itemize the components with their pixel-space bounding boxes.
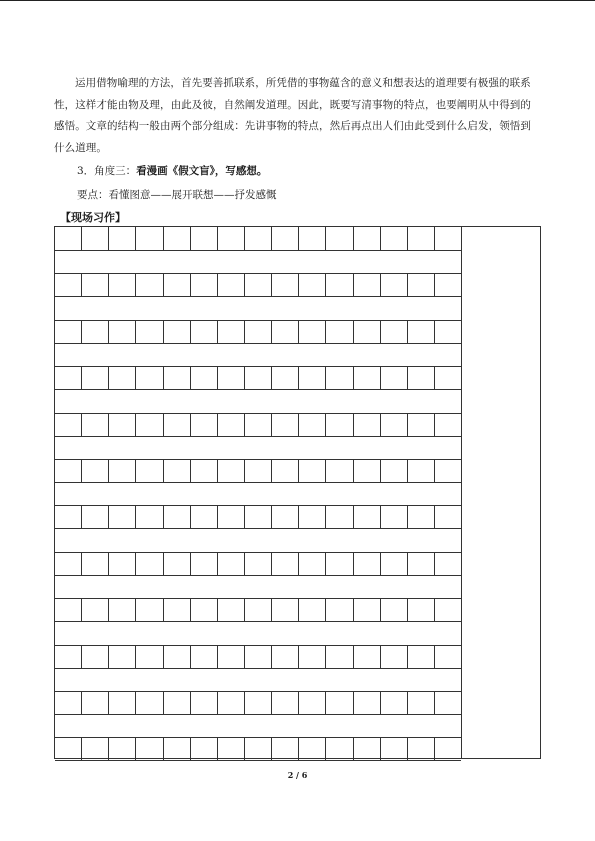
grid-line <box>55 691 461 692</box>
grid-cell[interactable] <box>136 552 163 575</box>
grid-cell[interactable] <box>381 505 408 528</box>
grid-cell[interactable] <box>55 552 82 575</box>
grid-cell[interactable] <box>55 691 82 714</box>
grid-line <box>55 760 461 761</box>
grid-cell[interactable] <box>299 645 326 668</box>
grid-cell[interactable] <box>354 413 381 436</box>
grid-cell[interactable] <box>326 366 353 389</box>
composition-grid[interactable] <box>55 227 462 758</box>
grid-cell[interactable] <box>354 459 381 482</box>
grid-cell[interactable] <box>109 598 136 621</box>
grid-cell[interactable] <box>381 413 408 436</box>
header-rule <box>0 0 595 1</box>
grid-cell[interactable] <box>435 320 461 343</box>
grid-cell[interactable] <box>299 505 326 528</box>
grid-cell[interactable] <box>245 505 272 528</box>
grid-cell[interactable] <box>381 691 408 714</box>
grid-cell[interactable] <box>109 227 136 250</box>
grid-cell[interactable] <box>354 645 381 668</box>
grid-cell[interactable] <box>109 413 136 436</box>
grid-line <box>55 389 461 390</box>
grid-cell[interactable] <box>218 737 245 760</box>
grid-cell[interactable] <box>326 645 353 668</box>
grid-row <box>55 552 461 575</box>
grid-cell[interactable] <box>191 645 218 668</box>
grid-cell[interactable] <box>109 273 136 296</box>
grid-cell[interactable] <box>299 737 326 760</box>
grid-line <box>55 714 461 715</box>
grid-cell[interactable] <box>164 505 191 528</box>
grid-cell[interactable] <box>408 598 435 621</box>
grid-line <box>55 482 461 483</box>
grid-cell[interactable] <box>218 598 245 621</box>
grid-cell[interactable] <box>218 413 245 436</box>
grid-cell[interactable] <box>191 552 218 575</box>
grid-line <box>55 621 461 622</box>
grid-cell[interactable] <box>191 273 218 296</box>
grid-cell[interactable] <box>354 598 381 621</box>
grid-cell[interactable] <box>136 413 163 436</box>
grid-line <box>55 552 461 553</box>
grid-cell[interactable] <box>272 320 299 343</box>
grid-cell[interactable] <box>218 459 245 482</box>
grid-cell[interactable] <box>218 505 245 528</box>
grid-line <box>55 598 461 599</box>
grid-cell[interactable] <box>136 366 163 389</box>
grid-cell[interactable] <box>109 505 136 528</box>
grid-cell[interactable] <box>272 598 299 621</box>
grid-cell[interactable] <box>136 273 163 296</box>
grid-cell[interactable] <box>164 552 191 575</box>
section-heading: 【现场习作】 <box>60 211 126 224</box>
grid-cell[interactable] <box>191 227 218 250</box>
grid-cell[interactable] <box>245 273 272 296</box>
grid-cell[interactable] <box>82 273 109 296</box>
grid-cell[interactable] <box>435 505 461 528</box>
grid-line <box>55 575 461 576</box>
grid-cell[interactable] <box>272 227 299 250</box>
grid-cell[interactable] <box>218 273 245 296</box>
grid-cell[interactable] <box>109 459 136 482</box>
grid-cell[interactable] <box>299 273 326 296</box>
grid-cell[interactable] <box>326 505 353 528</box>
grid-cell[interactable] <box>272 645 299 668</box>
grid-cell[interactable] <box>191 413 218 436</box>
grid-cell[interactable] <box>55 273 82 296</box>
grid-cell[interactable] <box>408 691 435 714</box>
grid-cell[interactable] <box>109 366 136 389</box>
grid-cell[interactable] <box>381 459 408 482</box>
grid-cell[interactable] <box>326 413 353 436</box>
grid-cell[interactable] <box>136 645 163 668</box>
grid-cell[interactable] <box>82 366 109 389</box>
grid-cell[interactable] <box>164 645 191 668</box>
grid-cell[interactable] <box>381 366 408 389</box>
grid-row <box>55 320 461 343</box>
grid-cell[interactable] <box>55 737 82 760</box>
grid-cell[interactable] <box>272 737 299 760</box>
grid-cell[interactable] <box>191 366 218 389</box>
margin-column <box>462 227 540 758</box>
grid-cell[interactable] <box>218 645 245 668</box>
grid-cell[interactable] <box>326 459 353 482</box>
grid-cell[interactable] <box>326 552 353 575</box>
grid-cell[interactable] <box>245 598 272 621</box>
grid-cell[interactable] <box>435 366 461 389</box>
grid-cell[interactable] <box>164 366 191 389</box>
grid-cell[interactable] <box>299 459 326 482</box>
grid-cell[interactable] <box>408 552 435 575</box>
grid-cell[interactable] <box>191 320 218 343</box>
grid-cell[interactable] <box>55 598 82 621</box>
grid-cell[interactable] <box>245 227 272 250</box>
grid-line <box>55 296 461 297</box>
grid-cell[interactable] <box>408 737 435 760</box>
grid-cell[interactable] <box>326 320 353 343</box>
grid-cell[interactable] <box>82 645 109 668</box>
grid-cell[interactable] <box>55 227 82 250</box>
grid-cell[interactable] <box>354 552 381 575</box>
grid-cell[interactable] <box>55 459 82 482</box>
grid-cell[interactable] <box>109 552 136 575</box>
grid-cell[interactable] <box>435 273 461 296</box>
grid-row <box>55 645 461 668</box>
grid-cell[interactable] <box>381 552 408 575</box>
grid-cell[interactable] <box>245 737 272 760</box>
grid-line <box>55 320 461 321</box>
grid-line <box>55 273 461 274</box>
grid-cell[interactable] <box>354 273 381 296</box>
grid-line <box>55 645 461 646</box>
grid-cell[interactable] <box>164 320 191 343</box>
grid-cell[interactable] <box>55 413 82 436</box>
grid-cell[interactable] <box>272 552 299 575</box>
grid-line <box>55 505 461 506</box>
grid-cell[interactable] <box>326 273 353 296</box>
grid-cell[interactable] <box>272 691 299 714</box>
grid-row <box>55 598 461 621</box>
grid-cell[interactable] <box>218 227 245 250</box>
page-number: 2 / 6 <box>287 770 308 780</box>
grid-cell[interactable] <box>191 459 218 482</box>
grid-cell[interactable] <box>435 227 461 250</box>
grid-cell[interactable] <box>218 366 245 389</box>
grid-cell[interactable] <box>354 320 381 343</box>
grid-cell[interactable] <box>408 459 435 482</box>
grid-cell[interactable] <box>272 459 299 482</box>
grid-line <box>55 413 461 414</box>
grid-cell[interactable] <box>245 645 272 668</box>
grid-cell[interactable] <box>164 691 191 714</box>
grid-cell[interactable] <box>381 227 408 250</box>
grid-cell[interactable] <box>82 320 109 343</box>
grid-cell[interactable] <box>55 320 82 343</box>
grid-cell[interactable] <box>136 691 163 714</box>
grid-cell[interactable] <box>381 645 408 668</box>
grid-cell[interactable] <box>55 645 82 668</box>
grid-line <box>55 366 461 367</box>
grid-cell[interactable] <box>326 691 353 714</box>
grid-row <box>55 227 461 250</box>
grid-cell[interactable] <box>435 459 461 482</box>
grid-row <box>55 691 461 714</box>
grid-cell[interactable] <box>272 273 299 296</box>
grid-cell[interactable] <box>218 691 245 714</box>
grid-cell[interactable] <box>245 413 272 436</box>
grid-cell[interactable] <box>326 737 353 760</box>
angle-prefix: 3．角度三： <box>77 165 137 177</box>
grid-cell[interactable] <box>82 413 109 436</box>
grid-cell[interactable] <box>245 366 272 389</box>
grid-cell[interactable] <box>136 598 163 621</box>
grid-line <box>55 436 461 437</box>
grid-cell[interactable] <box>136 459 163 482</box>
grid-cell[interactable] <box>136 505 163 528</box>
grid-cell[interactable] <box>408 320 435 343</box>
grid-line <box>55 737 461 738</box>
grid-cell[interactable] <box>164 737 191 760</box>
grid-cell[interactable] <box>164 459 191 482</box>
grid-cell[interactable] <box>245 552 272 575</box>
grid-cell[interactable] <box>272 413 299 436</box>
grid-cell[interactable] <box>435 552 461 575</box>
grid-cell[interactable] <box>82 598 109 621</box>
grid-cell[interactable] <box>191 737 218 760</box>
grid-cell[interactable] <box>82 552 109 575</box>
grid-cell[interactable] <box>354 505 381 528</box>
grid-cell[interactable] <box>245 320 272 343</box>
grid-cell[interactable] <box>55 366 82 389</box>
writing-sheet <box>54 226 541 759</box>
grid-cell[interactable] <box>408 505 435 528</box>
grid-cell[interactable] <box>245 459 272 482</box>
grid-cell[interactable] <box>82 227 109 250</box>
grid-row <box>55 366 461 389</box>
grid-cell[interactable] <box>354 227 381 250</box>
grid-cell[interactable] <box>218 552 245 575</box>
grid-cell[interactable] <box>381 273 408 296</box>
grid-cell[interactable] <box>109 691 136 714</box>
grid-cell[interactable] <box>435 737 461 760</box>
grid-cell[interactable] <box>164 227 191 250</box>
grid-cell[interactable] <box>164 273 191 296</box>
grid-cell[interactable] <box>299 413 326 436</box>
grid-cell[interactable] <box>55 505 82 528</box>
grid-cell[interactable] <box>82 459 109 482</box>
grid-cell[interactable] <box>191 505 218 528</box>
grid-cell[interactable] <box>408 227 435 250</box>
grid-cell[interactable] <box>109 737 136 760</box>
grid-cell[interactable] <box>272 366 299 389</box>
grid-cell[interactable] <box>164 413 191 436</box>
grid-cell[interactable] <box>272 505 299 528</box>
grid-line <box>55 459 461 460</box>
grid-cell[interactable] <box>381 320 408 343</box>
grid-line <box>55 250 461 251</box>
grid-cell[interactable] <box>408 366 435 389</box>
grid-cell[interactable] <box>435 413 461 436</box>
grid-cell[interactable] <box>435 598 461 621</box>
grid-cell[interactable] <box>408 273 435 296</box>
grid-cell[interactable] <box>354 366 381 389</box>
grid-cell[interactable] <box>82 691 109 714</box>
key-points: 要点：看懂图意——展开联想——抒发感慨 <box>77 189 277 201</box>
grid-cell[interactable] <box>136 227 163 250</box>
grid-cell[interactable] <box>299 227 326 250</box>
angle-three-prompt <box>77 163 267 178</box>
grid-cell[interactable] <box>299 691 326 714</box>
grid-cell[interactable] <box>408 413 435 436</box>
grid-cell[interactable] <box>245 691 272 714</box>
grid-cell[interactable] <box>191 691 218 714</box>
grid-line <box>55 343 461 344</box>
grid-cell[interactable] <box>435 691 461 714</box>
grid-cell[interactable] <box>299 552 326 575</box>
grid-cell[interactable] <box>408 645 435 668</box>
grid-cell[interactable] <box>354 737 381 760</box>
angle-task: 看漫画《假文盲》，写感想。 <box>136 165 268 177</box>
grid-cell[interactable] <box>326 227 353 250</box>
grid-line <box>55 528 461 529</box>
grid-cell[interactable] <box>82 737 109 760</box>
grid-cell[interactable] <box>299 320 326 343</box>
grid-cell[interactable] <box>381 598 408 621</box>
method-paragraph: 运用借物喻理的方法，首先要善抓联系，所凭借的事物蕴含的意义和想表达的道理要有极强的联系性，这样才能由物及理，由此及彼，自然阐发道理。因此，既要写清事物的特点，也要阐明从中得到的感悟。文章的结构一般由两个部分组成：先讲事物的特点，然后再点出人们由此受到什么启发，领悟到什么道理。 <box>54 77 531 154</box>
grid-cell[interactable] <box>191 598 218 621</box>
grid-cell[interactable] <box>299 598 326 621</box>
grid-cell[interactable] <box>326 598 353 621</box>
grid-cell[interactable] <box>164 598 191 621</box>
grid-row <box>55 505 461 528</box>
grid-line <box>55 668 461 669</box>
grid-cell[interactable] <box>218 320 245 343</box>
grid-cell[interactable] <box>435 645 461 668</box>
grid-row <box>55 459 461 482</box>
grid-cell[interactable] <box>136 737 163 760</box>
grid-cell[interactable] <box>381 737 408 760</box>
grid-row <box>55 737 461 760</box>
grid-row <box>55 413 461 436</box>
grid-row <box>55 273 461 296</box>
grid-cell[interactable] <box>299 366 326 389</box>
grid-cell[interactable] <box>109 320 136 343</box>
grid-cell[interactable] <box>354 691 381 714</box>
grid-cell[interactable] <box>82 505 109 528</box>
grid-cell[interactable] <box>109 645 136 668</box>
grid-cell[interactable] <box>136 320 163 343</box>
